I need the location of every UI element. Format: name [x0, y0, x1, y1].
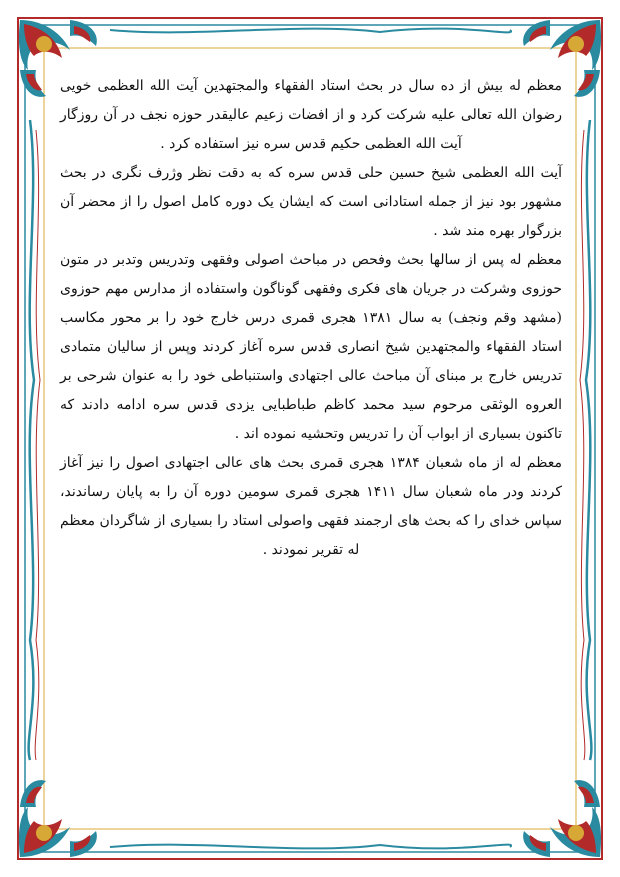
paragraph-3: معظم له پس از سالها بحث وفحص در مباحث اصولی وفقهی وتدریس وتدبر در متون حوزوی وشرکت در جریان های فکری وفقهی گوناگون واستفاده از مدارس مهم حوزوی (مشهد وقم ونجف) به سال ۱۳۸۱ هجری قمری درس خارج خود را بر محور مکاسب استاد الفقهاء والمجتهدین شیخ انصاری قدس سره آغاز کردند وپس از سالیان متمادی تدریس خارج بر مبنای آن مباحث عالی اجتهادی واستنباطی خود را به عنوان شرحی بر العروه الوثقی مرحوم سید محمد کاظم طباطبایی یزدی قدس سره ادامه دادند که تاکنون بسیاری از ابواب آن را تدریس وتحشیه نموده اند .	[60, 252, 562, 442]
paragraph-1: معظم له بیش از ده سال در بحث استاد الفقهاء والمجتهدین آیت الله العظمی خویی رضوان الله تعالی علیه شرکت کرد و از افضات زعیم عالیقدر حوزه نجف در آن روزگار آیت الله العظمی حکیم قدس سره نیز استفاده کرد .	[60, 78, 562, 152]
top-border-vine	[110, 29, 511, 33]
paragraph-2: آیت الله العظمی شیخ حسین حلی قدس سره که به دقت نظر وژرف نگری در بحث مشهور بود نیز از جمله استادانی است که ایشان یک دوره کامل اصول را از محضر آن بزرگوار بهره مند شد .	[60, 165, 562, 239]
bottom-border-vine	[110, 845, 511, 849]
paragraph-4: معظم له از ماه شعبان ۱۳۸۴ هجری قمری بحث های عالی اجتهادی اصول را نیز آغاز کردند ودر ماه شعبان سال ۱۴۱۱ هجری قمری سومین دوره آن را به پایان رساندند، سپاس خدای را که بحث های ارجمند فقهی واصولی استاد را بسیاری از شاگردان معظم له تقریر نمودند .	[60, 455, 562, 558]
left-border-vine	[29, 120, 40, 760]
right-border-vine	[580, 120, 591, 760]
document-body	[60, 72, 562, 792]
